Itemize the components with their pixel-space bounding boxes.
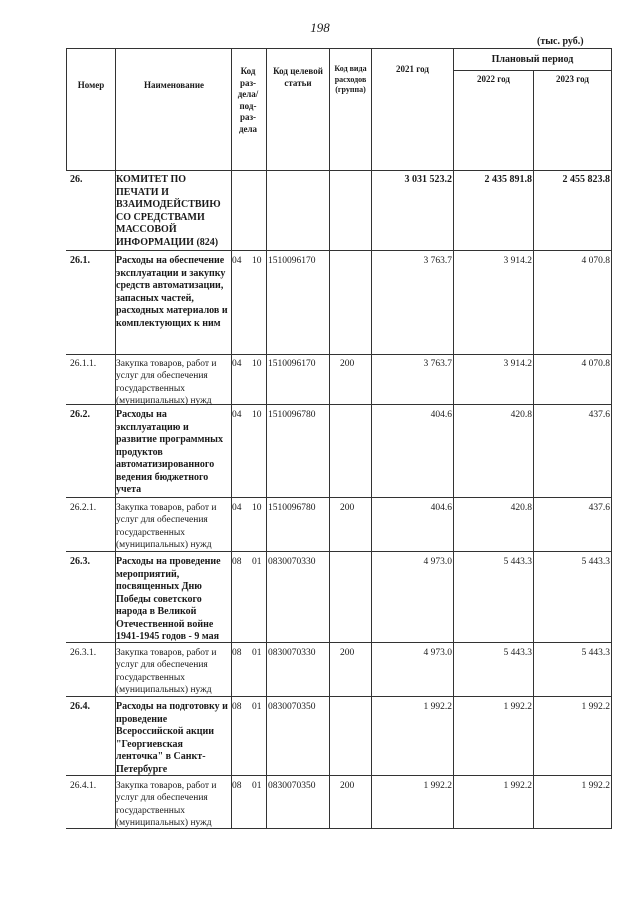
row-vid: 200 [340,503,355,513]
row-nomer: 26.2.1. [70,503,97,513]
row-2022: 420.8 [510,503,532,513]
header-2021: 2021 год [396,64,429,74]
header-celevaya: Код целевой статьи [273,66,323,88]
row-2022: 3 914.2 [503,256,532,266]
row-razdel: 04 [232,256,242,266]
row-razdel: 08 [232,557,242,567]
row-celevaya: 1510096780 [268,503,316,513]
row-nomer: 26.4. [70,701,90,712]
row-nomer: 26.1. [70,255,90,266]
row-razdel: 04 [232,503,242,513]
units-label: (тыс. руб.) [537,36,584,47]
row-celevaya: 1510096170 [268,256,316,266]
row-celevaya: 0830070350 [268,781,316,791]
row-name: Расходы на эксплуатацию и развитие программных продуктов автоматизированного ведения бюджетного учета [116,409,223,495]
row-2021: 1 992.2 [423,781,452,791]
header-2022: 2022 год [477,74,510,84]
row-podrazdel: 10 [252,359,262,369]
row-nomer: 26.1.1. [70,359,97,369]
row-name: Закупка товаров, работ и услуг для обеспечения государственных (муниципальных) нужд [116,359,217,406]
row-vid: 200 [340,648,355,658]
row-2022: 5 443.3 [503,648,532,658]
row-2023: 5 443.3 [581,557,610,567]
row-2021: 3 763.7 [423,256,452,266]
row-name: Закупка товаров, работ и услуг для обеспечения государственных (муниципальных) нужд [116,781,217,828]
row-razdel: 04 [232,359,242,369]
row-2021: 4 973.0 [423,557,452,567]
row-nomer: 26.3.1. [70,648,97,658]
row-name: Закупка товаров, работ и услуг для обеспечения государственных (муниципальных) нужд [116,648,217,695]
row-2021: 3 763.7 [423,359,452,369]
row-celevaya: 1510096170 [268,359,316,369]
header-2023: 2023 год [556,74,589,84]
row-2021: 1 992.2 [423,702,452,712]
row-vid: 200 [340,781,355,791]
row-razdel: 08 [232,781,242,791]
row-podrazdel: 01 [252,648,262,658]
row-razdel: 04 [232,410,242,420]
row-name: Расходы на обеспечение эксплуатации и закупку средств автоматизации, запасных частей, расходных материалов и комплектующих к ним [116,255,228,329]
row-podrazdel: 01 [252,702,262,712]
row-2023: 437.6 [588,410,610,420]
row-celevaya: 1510096780 [268,410,316,420]
row-podrazdel: 10 [252,410,262,420]
row-razdel: 08 [232,648,242,658]
row-2021: 404.6 [430,410,452,420]
row-nomer: 26. [70,174,83,185]
row-podrazdel: 01 [252,781,262,791]
row-2021: 404.6 [430,503,452,513]
row-vid: 200 [340,359,355,369]
row-razdel: 08 [232,702,242,712]
row-2021: 4 973.0 [423,648,452,658]
row-name: Расходы на подготовку и проведение Всероссийской акции "Георгиевская ленточка" в Санкт-Петербурге [116,701,228,775]
header-planoviy: Плановый период [491,54,574,65]
row-2022: 3 914.2 [503,359,532,369]
row-2022: 1 992.2 [503,781,532,791]
row-nomer: 26.4.1. [70,781,97,791]
row-nomer: 26.2. [70,409,90,420]
header-nomer: Номер [77,80,105,90]
row-2023: 2 455 823.8 [562,174,610,185]
row-name: КОМИТЕТ ПО ПЕЧАТИ И ВЗАИМОДЕЙСТВИЮ СО СРЕДСТВАМИ МАССОВОЙ ИНФОРМАЦИИ (824) [116,174,221,248]
row-2023: 437.6 [588,503,610,513]
row-name: Расходы на проведение мероприятий, посвященных Дню Победы советского народа в Великой Отечественной войне 1941-1945 годов - 9 мая [116,556,221,642]
row-nomer: 26.3. [70,556,90,567]
row-2022: 2 435 891.8 [484,174,532,185]
row-2023: 1 992.2 [581,781,610,791]
row-2023: 4 070.8 [581,359,610,369]
row-2022: 420.8 [510,410,532,420]
row-2023: 5 443.3 [581,648,610,658]
row-podrazdel: 10 [252,503,262,513]
row-celevaya: 0830070330 [268,648,316,658]
row-2021: 3 031 523.2 [404,174,452,185]
row-celevaya: 0830070350 [268,702,316,712]
header-naimenovanie: Наименование [144,80,204,90]
row-2022: 1 992.2 [503,702,532,712]
row-celevaya: 0830070330 [268,557,316,567]
row-2022: 5 443.3 [503,557,532,567]
header-vid: Код вида расходов (группа) [334,64,367,94]
header-razdel: Код раз- дела/ под- раз- дела [237,66,259,134]
page-number: 198 [310,20,330,35]
row-2023: 4 070.8 [581,256,610,266]
row-name: Закупка товаров, работ и услуг для обеспечения государственных (муниципальных) нужд [116,503,217,550]
row-podrazdel: 10 [252,256,262,266]
row-podrazdel: 01 [252,557,262,567]
row-2023: 1 992.2 [581,702,610,712]
